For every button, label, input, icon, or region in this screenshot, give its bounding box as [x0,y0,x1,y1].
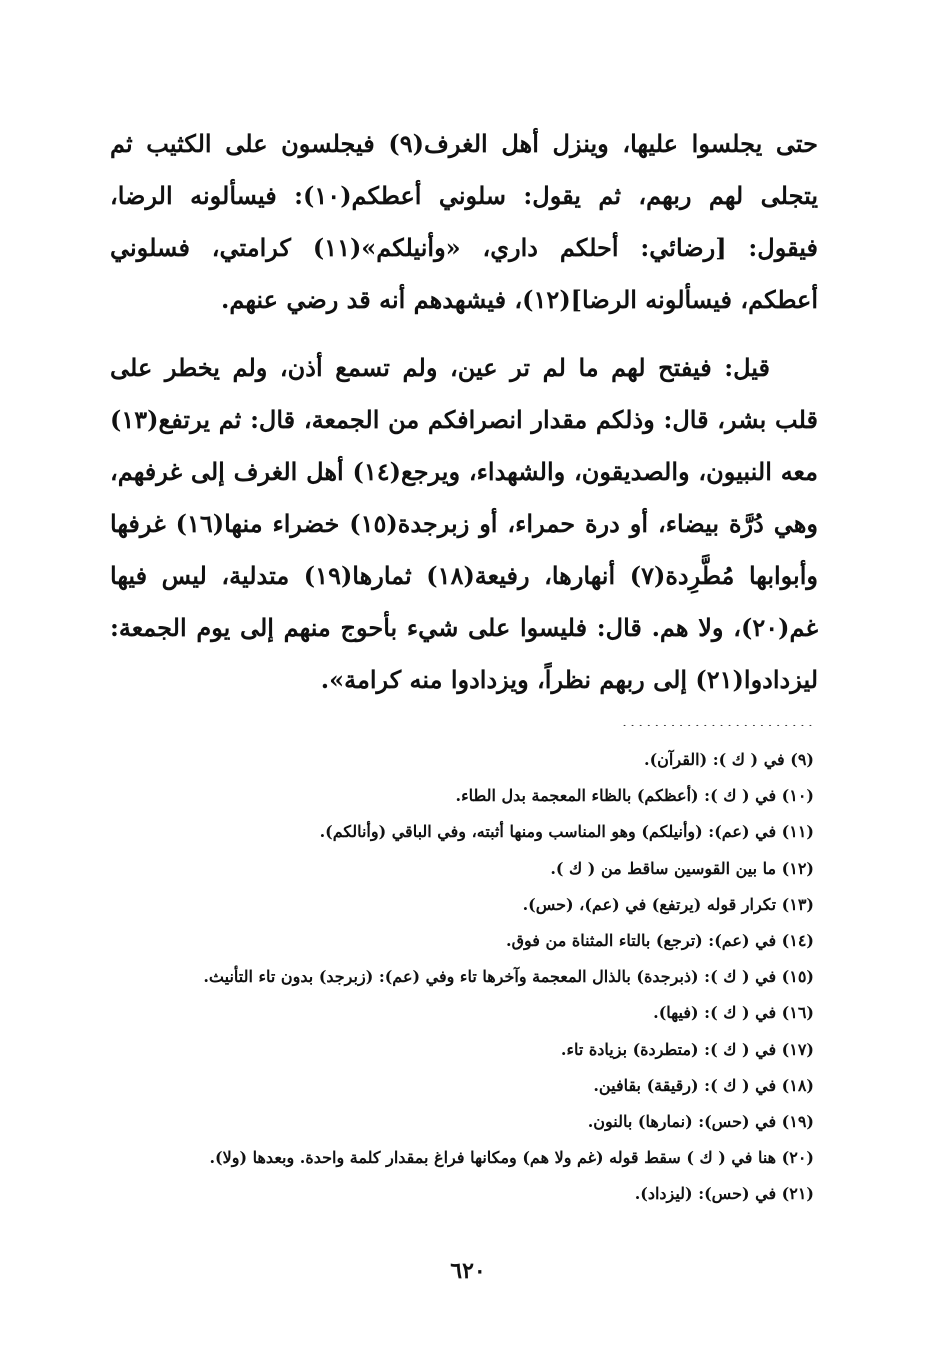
footnote-20: (٢٠) هنا في ( ك ) سقط قوله (غم ولا هم) ومكانها فراغ بمقدار كلمة واحدة. وبعدها (ولا). [209,1148,814,1168]
footnote-9: (٩) في ( ك ): (القرآن). [644,750,814,769]
main-text [110,118,818,706]
footnote-13: (١٣) تكرار قوله (يرتفع) في (عم)، (حس). [522,894,814,914]
page-number: ٦٢٠ [450,1258,486,1284]
paragraph-2: قيل: فيفتح لهم ما لم تر عين، ولم تسمع أذن، ولم يخطر على قلب بشر، قال: وذلكم مقدار انصرافكم من الجمعة، قال: ثم يرتفع(١٣) معه النبيون، والصديقون، والشهداء، ويرجع(١٤) أهل الغرف إلى غرفهم، وهي دُرَّة بيضاء، أو درة حمراء، أو زبرجدة(١٥) خضراء منها(١٦) غرفها وأبوابها مُطَّرِدة(٧) أنهارها، رفيعة(١٨) ثمارها(١٩) متدلية، ليس فيها غم(٢٠)، ولا هم. قال: فليسوا على شيء بأحوج منهم إلى يوم الجمعة: ليزدادوا(٢١) إلى ربهم نظراً، ويزدادوا منه كرامة». [110,353,819,694]
footnote-11: (١١) في (عم): (وأنيلكم) وهو المناسب ومنها أثبته، وفي الباقي (وأنالكم). [319,822,814,842]
footnote-15: (١٥) في ( ك ): (ذبرجدة) بالذال المعجمة وآخرها تاء وفي (عم): (زبرجد) بدون تاء التأنيث. [203,967,814,987]
footnote-16: (١٦) في ( ك ): (فيها). [653,1003,814,1023]
footnote-18: (١٨) في ( ك ): (رقيقة) بقافين. [593,1075,814,1095]
footnote-separator: ........................ [621,712,816,726]
footnote-17: (١٧) في ( ك ): (متطردة) بزيادة تاء. [560,1039,814,1059]
footnote-21: (٢١) في (حس): (ليزداد). [634,1184,814,1204]
paragraph-1: حتى يجلسوا عليها، وينزل أهل الغرف(٩) فيجلسون على الكثيب ثم يتجلى لهم ربهم، ثم يقول: سلوني أعطكم(١٠): فيسألونه الرضا، فيقول: [رضائي: أحلكم داري، «وأنيلكم»(١١) كرامتي، فسلوني أعطكم، فيسألونه الرضا](١٢)، فيشهدهم أنه قد رضي عنهم. [110,129,818,314]
footnote-19: (١٩) في (حس): (نمارها) بالنون. [587,1112,814,1132]
footnotes-list [114,742,814,1213]
footnote-12: (١٢) ما بين القوسين ساقط من ( ك ). [550,858,814,878]
footnote-10: (١٠) في ( ك ): (أعظكم) بالظاء المعجمة بدل الطاء. [455,786,814,806]
footnote-14: (١٤) في (عم): (ترجع) بالتاء المثناة من فوق. [506,931,814,951]
